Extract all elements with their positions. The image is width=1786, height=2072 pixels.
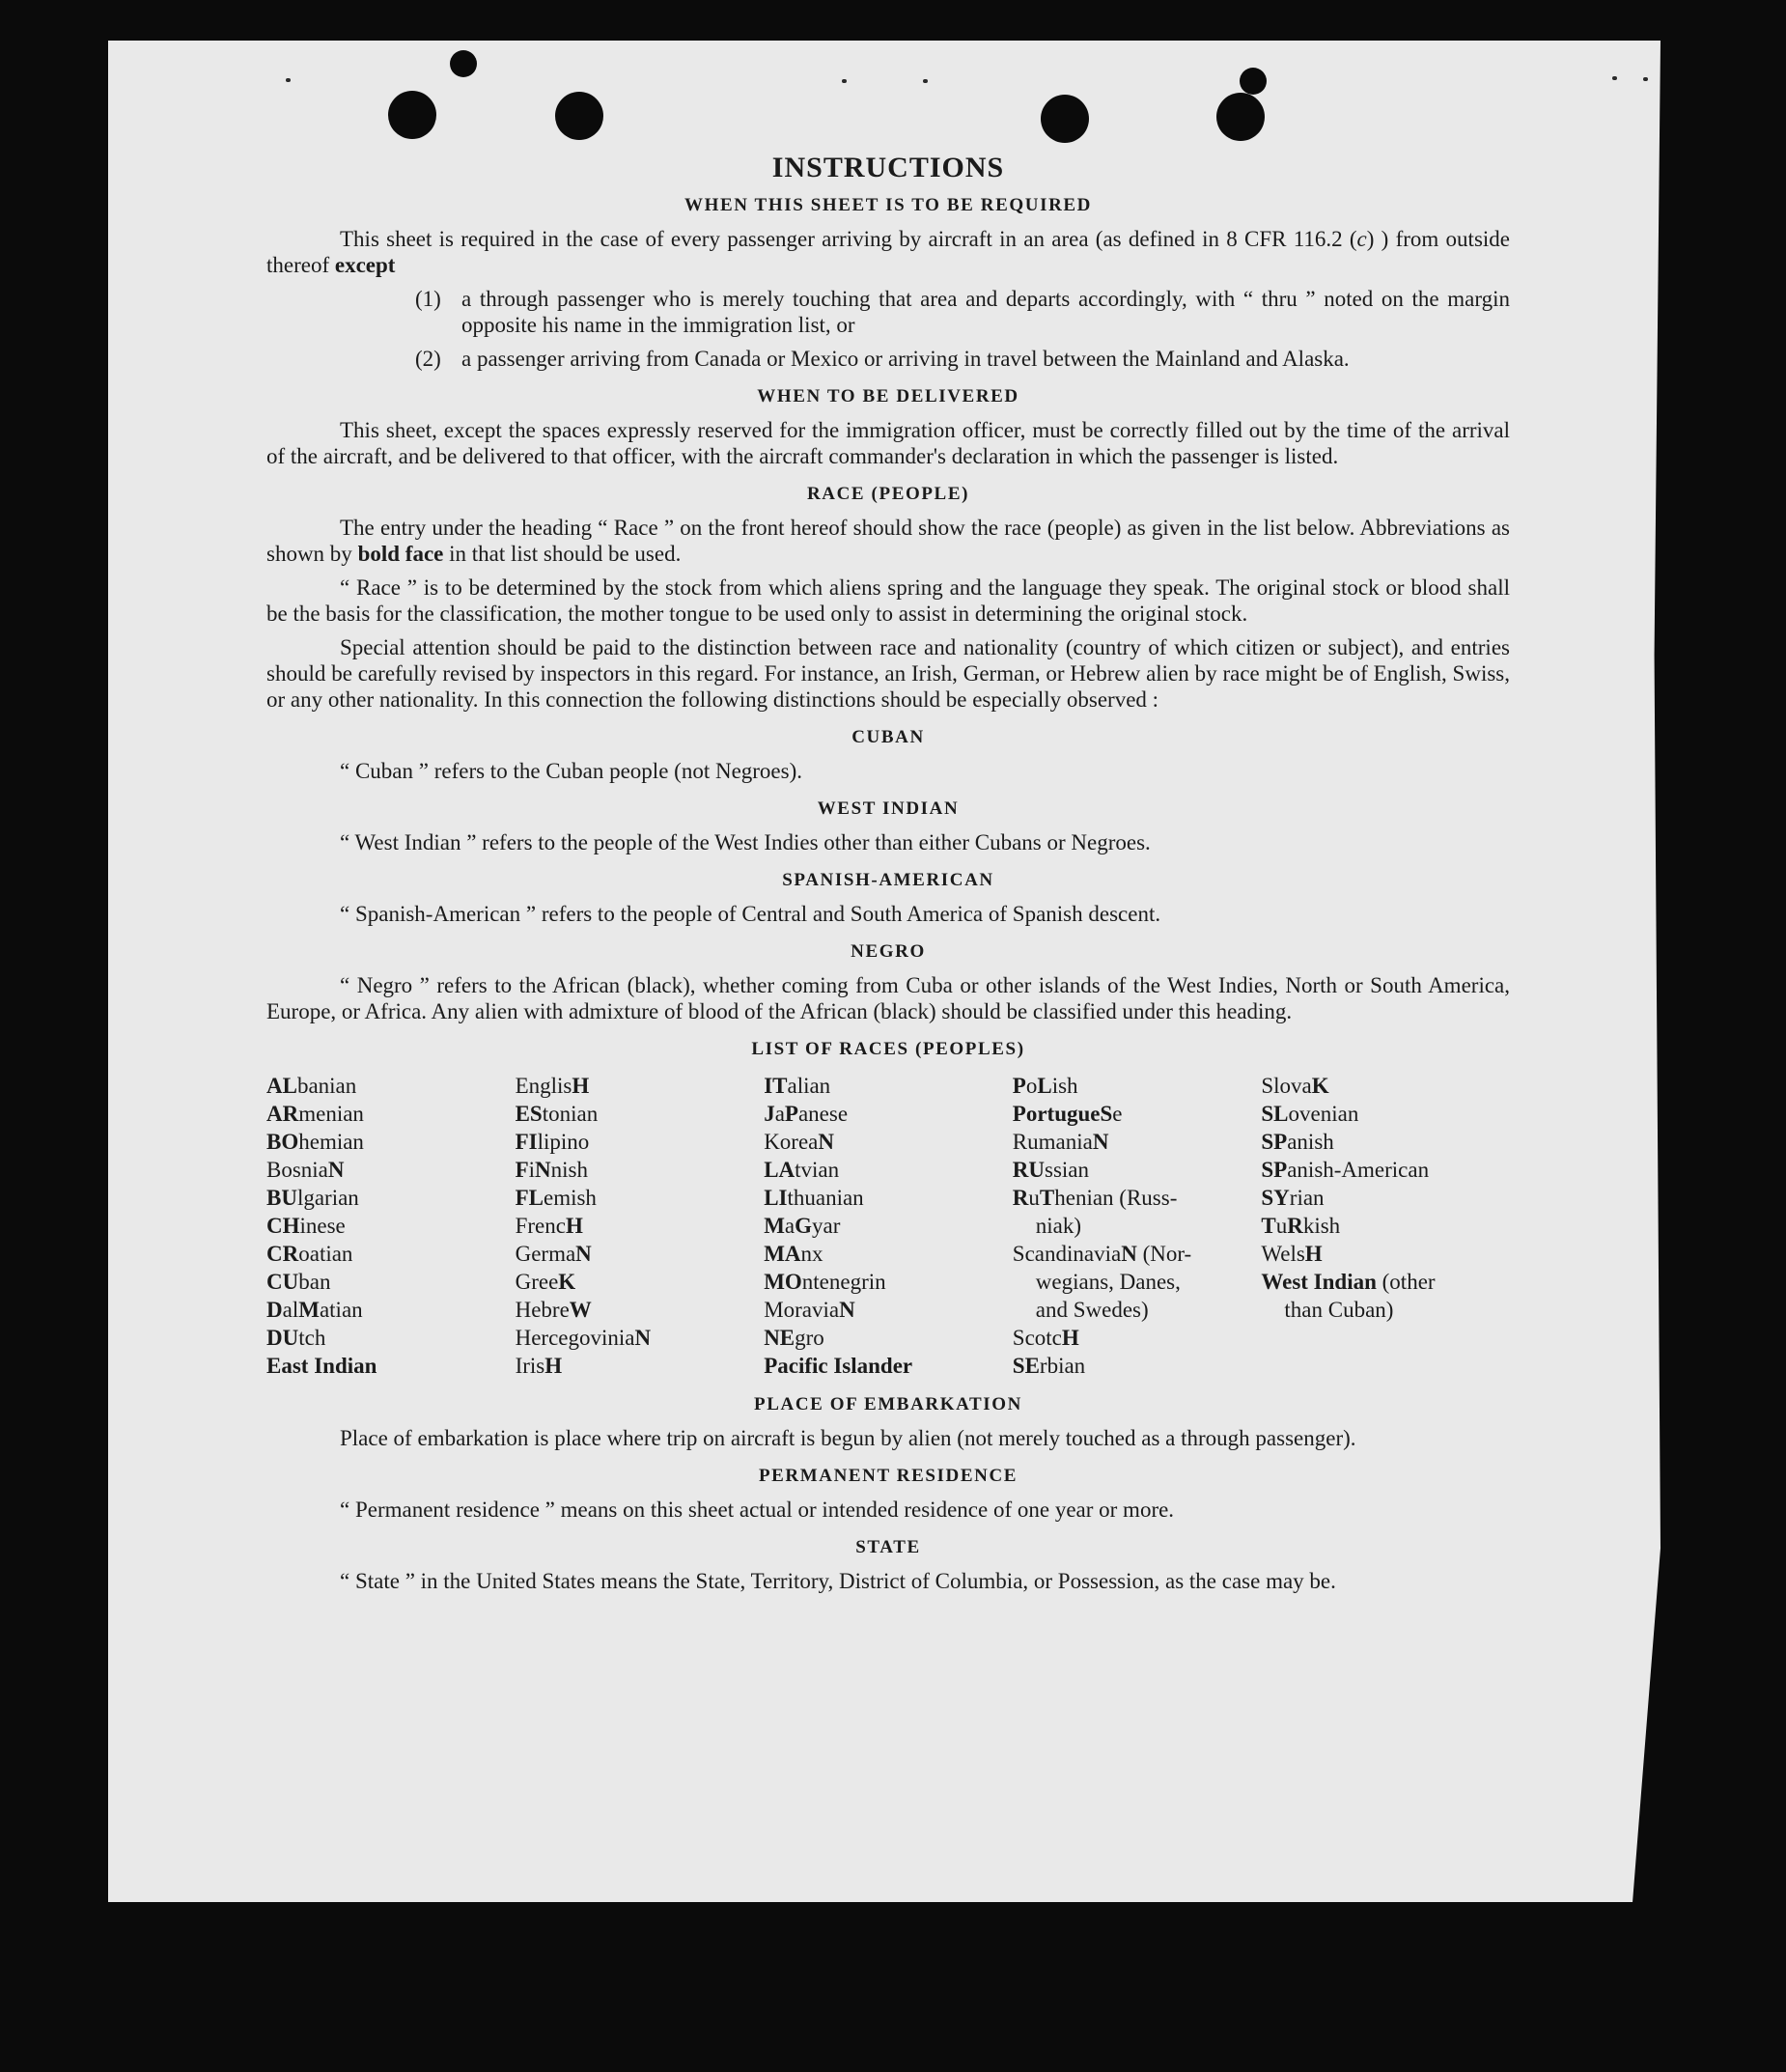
race-text: alian xyxy=(787,1074,831,1098)
race-text: DU xyxy=(266,1326,299,1350)
race-entry xyxy=(516,1212,765,1240)
race-entry xyxy=(1013,1296,1262,1324)
race-text: Frenc xyxy=(515,1214,566,1238)
races-table xyxy=(266,1072,1510,1380)
speck xyxy=(923,79,928,83)
race-text: (other xyxy=(1376,1270,1436,1294)
race-text: anish-American xyxy=(1287,1158,1430,1182)
race-text: Germa xyxy=(515,1242,576,1266)
race-text: SY xyxy=(1261,1186,1290,1210)
race-entry xyxy=(516,1072,765,1100)
race-text: anese xyxy=(797,1102,849,1126)
race-entry xyxy=(764,1352,1013,1380)
race-entry xyxy=(266,1240,516,1268)
race-text: nish xyxy=(550,1158,589,1182)
race-text: H xyxy=(565,1214,583,1238)
race-text: N xyxy=(1121,1242,1137,1266)
race-text: lipino xyxy=(537,1130,590,1154)
race-entry xyxy=(764,1100,1013,1128)
race-entry xyxy=(516,1156,765,1184)
race-entry xyxy=(266,1072,516,1100)
race-entry xyxy=(266,1324,516,1352)
race-entry xyxy=(266,1352,516,1380)
paragraph: “ Race ” is to be determined by the stock from which aliens spring and the language they speak. The original stock or blood shall be the basis for the classification, the mother tongue to be used only to assist in determining the original stock. xyxy=(266,575,1510,626)
race-entry xyxy=(764,1128,1013,1156)
section-heading: PLACE OF EMBARKATION xyxy=(754,1394,1022,1414)
list-item: (2) a passenger arriving from Canada or Mexico or arriving in travel between the Mainland and Alaska. xyxy=(415,347,1350,371)
race-text: CU xyxy=(266,1270,299,1294)
paragraph: The entry under the heading “ Race ” on the front hereof should show the race (people) as given in the list below. Abbreviations as shown by bold face in that list should be used. xyxy=(266,516,1510,566)
section-heading: CUBAN xyxy=(851,727,925,747)
race-entry xyxy=(1013,1128,1262,1156)
section-heading: STATE xyxy=(855,1537,921,1557)
race-text: anish xyxy=(1287,1130,1334,1154)
race-entry xyxy=(764,1072,1013,1100)
race-text: H xyxy=(1304,1242,1323,1266)
race-text: u xyxy=(1028,1186,1040,1210)
paragraph: “ Spanish-American ” refers to the people of Central and South America of Spanish descent. xyxy=(340,902,1161,926)
paragraph: This sheet, except the spaces expressly reserved for the immigration officer, must be correctly filled out by the time of the arrival of the aircraft, and be delivered to that officer, with the aircraft commander's declaration in which the passenger is listed. xyxy=(266,418,1510,468)
race-entry xyxy=(1013,1268,1262,1296)
race-text: SL xyxy=(1261,1102,1289,1126)
race-text: ssian xyxy=(1045,1158,1090,1182)
race-entry xyxy=(516,1324,765,1352)
race-text: thuanian xyxy=(787,1186,864,1210)
race-entry xyxy=(266,1184,516,1212)
race-entry xyxy=(1013,1100,1262,1128)
race-entry xyxy=(1261,1072,1510,1100)
race-text: AR xyxy=(266,1102,299,1126)
section-heading: RACE (PEOPLE) xyxy=(806,484,970,504)
race-text: Moravia xyxy=(764,1298,840,1322)
race-text: LI xyxy=(764,1186,788,1210)
races-column xyxy=(764,1072,1013,1380)
race-text: T xyxy=(1261,1214,1276,1238)
race-entry xyxy=(266,1128,516,1156)
paragraph: “ Cuban ” refers to the Cuban people (not Negroes). xyxy=(340,759,803,783)
race-text: IT xyxy=(764,1074,788,1098)
race-entry xyxy=(764,1184,1013,1212)
speck xyxy=(286,78,291,82)
page-title: INSTRUCTIONS xyxy=(771,152,1005,183)
race-text: i xyxy=(528,1158,536,1182)
race-entry xyxy=(516,1184,765,1212)
race-entry xyxy=(1261,1240,1510,1268)
race-text: N xyxy=(1092,1130,1109,1154)
race-entry xyxy=(516,1352,765,1380)
race-text: Scandinavia xyxy=(1012,1242,1122,1266)
race-text: N xyxy=(634,1326,652,1350)
race-text: al xyxy=(282,1298,299,1322)
race-text: henian (Russ- xyxy=(1054,1186,1178,1210)
punch-hole xyxy=(1041,95,1089,143)
race-text: Hebre xyxy=(515,1298,570,1322)
race-text: gro xyxy=(795,1326,824,1350)
race-text: o xyxy=(1025,1074,1038,1098)
speck xyxy=(1643,77,1648,81)
races-column xyxy=(266,1072,516,1380)
race-text: FL xyxy=(515,1186,544,1210)
race-text: e xyxy=(1112,1102,1123,1126)
race-text: Rumania xyxy=(1012,1130,1093,1154)
race-text: Englis xyxy=(515,1074,572,1098)
race-entry xyxy=(266,1296,516,1324)
race-text: FI xyxy=(515,1130,538,1154)
race-text: P xyxy=(784,1102,798,1126)
race-entry xyxy=(1013,1324,1262,1352)
race-text: inese xyxy=(299,1214,346,1238)
race-text: rian xyxy=(1289,1186,1325,1210)
race-text: P xyxy=(1012,1074,1026,1098)
paragraph: “ Permanent residence ” means on this sheet actual or intended residence of one year or more. xyxy=(340,1498,1175,1522)
race-entry xyxy=(516,1100,765,1128)
race-text: MO xyxy=(764,1270,802,1294)
punch-hole xyxy=(1240,68,1267,95)
race-entry xyxy=(266,1156,516,1184)
race-text: BU xyxy=(266,1186,297,1210)
punch-hole xyxy=(388,91,436,139)
paragraph: This sheet is required in the case of every passenger arriving by aircraft in an area (as defined in 8 CFR 116.2 (c) ) from outside thereof except xyxy=(266,227,1510,277)
race-text: Hercegovinia xyxy=(515,1326,635,1350)
race-text: oatian xyxy=(298,1242,353,1266)
race-text: SP xyxy=(1261,1158,1288,1182)
race-text: nx xyxy=(800,1242,823,1266)
race-text: SP xyxy=(1261,1130,1288,1154)
race-entry xyxy=(266,1100,516,1128)
race-text: lgarian xyxy=(296,1186,359,1210)
race-text: AL xyxy=(266,1074,297,1098)
races-column xyxy=(1261,1072,1510,1380)
race-text: M xyxy=(764,1214,785,1238)
section-heading: WHEN TO BE DELIVERED xyxy=(757,386,1019,406)
race-text: K xyxy=(558,1270,576,1294)
race-entry xyxy=(764,1324,1013,1352)
race-text: RU xyxy=(1012,1158,1046,1182)
race-text: N xyxy=(839,1298,855,1322)
race-text: (Nor- xyxy=(1136,1242,1192,1266)
race-text: and Swedes) xyxy=(1035,1298,1149,1322)
section-heading: NEGRO xyxy=(851,941,926,962)
race-text: R xyxy=(1287,1214,1303,1238)
section-heading: SPANISH-AMERICAN xyxy=(782,870,994,890)
race-text: F xyxy=(515,1158,529,1182)
race-entry xyxy=(516,1268,765,1296)
race-text: Korea xyxy=(764,1130,819,1154)
race-text: CR xyxy=(266,1242,299,1266)
race-text: LA xyxy=(764,1158,795,1182)
race-text: kish xyxy=(1302,1214,1341,1238)
paragraph: Place of embarkation is place where trip on aircraft is begun by alien (not merely touched as a through passenger). xyxy=(340,1426,1356,1450)
punch-hole xyxy=(555,92,603,140)
race-text: a xyxy=(774,1102,785,1126)
race-text: East Indian xyxy=(266,1354,377,1378)
section-heading: WHEN THIS SHEET IS TO BE REQUIRED xyxy=(684,195,1093,215)
paragraph: “ State ” in the United States means the State, Territory, District of Columbia, or Possession, as the case may be. xyxy=(340,1569,1336,1593)
races-column xyxy=(1013,1072,1262,1380)
race-text: Portugue xyxy=(1012,1102,1101,1126)
race-entry xyxy=(764,1240,1013,1268)
race-entry xyxy=(1013,1240,1262,1268)
race-entry xyxy=(764,1296,1013,1324)
race-entry xyxy=(1261,1212,1510,1240)
race-text: SE xyxy=(1012,1354,1040,1378)
race-text: M xyxy=(298,1298,320,1322)
race-text: H xyxy=(544,1354,563,1378)
race-entry xyxy=(516,1296,765,1324)
race-text: S xyxy=(1100,1102,1113,1126)
race-text: R xyxy=(1012,1186,1029,1210)
race-entry xyxy=(516,1240,765,1268)
race-text: menian xyxy=(298,1102,364,1126)
race-entry xyxy=(1261,1100,1510,1128)
race-entry xyxy=(1013,1156,1262,1184)
race-entry xyxy=(1261,1268,1510,1296)
paragraph: “ West Indian ” refers to the people of the West Indies other than either Cubans or Negroes. xyxy=(340,830,1151,854)
race-text: rbian xyxy=(1039,1354,1086,1378)
race-entry xyxy=(1261,1156,1510,1184)
race-text: tch xyxy=(298,1326,326,1350)
race-text: Wels xyxy=(1261,1242,1305,1266)
race-text: emish xyxy=(543,1186,597,1210)
punch-hole xyxy=(1216,93,1265,141)
instructions-content xyxy=(266,154,1510,1602)
speck xyxy=(842,79,847,83)
race-text: N xyxy=(535,1158,551,1182)
section-heading: PERMANENT RESIDENCE xyxy=(758,1466,1019,1486)
race-text: hemian xyxy=(298,1130,364,1154)
race-text: H xyxy=(572,1074,590,1098)
race-text: ntenegrin xyxy=(801,1270,886,1294)
section-heading: WEST INDIAN xyxy=(817,798,960,819)
race-entry xyxy=(1261,1296,1510,1324)
race-text: banian xyxy=(296,1074,357,1098)
race-text: L xyxy=(1037,1074,1052,1098)
race-text: N xyxy=(575,1242,592,1266)
race-entry xyxy=(764,1156,1013,1184)
race-entry xyxy=(1261,1128,1510,1156)
race-text: N xyxy=(818,1130,834,1154)
race-text: NE xyxy=(764,1326,795,1350)
race-entry xyxy=(764,1212,1013,1240)
race-text: West Indian xyxy=(1261,1270,1377,1294)
race-text: T xyxy=(1039,1186,1055,1210)
race-text: Scotc xyxy=(1012,1326,1062,1350)
paragraph: “ Negro ” refers to the African (black), whether coming from Cuba or other islands of the West Indies, North or South America, Europe, or Africa. Any alien with admixture of blood of the African (black) should be classified under this heading. xyxy=(266,973,1510,1023)
race-entry xyxy=(266,1268,516,1296)
race-entry xyxy=(1013,1184,1262,1212)
race-text: a xyxy=(784,1214,795,1238)
race-text: ish xyxy=(1051,1074,1078,1098)
race-text: Pacific Islander xyxy=(764,1354,913,1378)
speck xyxy=(1612,76,1617,80)
races-column xyxy=(516,1072,765,1380)
race-entry xyxy=(1261,1184,1510,1212)
race-entry xyxy=(764,1268,1013,1296)
race-text: D xyxy=(266,1298,283,1322)
punch-hole xyxy=(450,50,477,77)
race-text: ovenian xyxy=(1288,1102,1359,1126)
race-text: yar xyxy=(812,1214,841,1238)
race-text: W xyxy=(569,1298,592,1322)
race-text: tvian xyxy=(795,1158,840,1182)
race-entry xyxy=(1013,1212,1262,1240)
race-entry xyxy=(516,1128,765,1156)
race-text: CH xyxy=(266,1214,300,1238)
race-text: u xyxy=(1275,1214,1288,1238)
race-text: N xyxy=(327,1158,345,1182)
race-text: MA xyxy=(764,1242,801,1266)
list-item: (1) a through passenger who is merely touching that area and departs accordingly, with “ thru ” noted on the margin opposite his name in the immigration list, or xyxy=(415,287,1510,337)
race-text: Gree xyxy=(515,1270,559,1294)
race-text: Bosnia xyxy=(266,1158,328,1182)
race-text: G xyxy=(795,1214,813,1238)
race-text: BO xyxy=(266,1130,299,1154)
race-text: niak) xyxy=(1035,1214,1082,1238)
race-text: wegians, Danes, xyxy=(1035,1270,1181,1294)
race-entry xyxy=(1013,1352,1262,1380)
paragraph: Special attention should be paid to the distinction between race and nationality (country of which citizen or subject), and entries should be carefully revised by inspectors in this regard. For instance, an Irish, German, or Hebrew alien by race might be of English, Swiss, or any other nationality. In this connection the following distinctions should be especially observed : xyxy=(266,635,1510,712)
race-entry xyxy=(1013,1072,1262,1100)
race-text: J xyxy=(764,1102,775,1126)
race-text: atian xyxy=(319,1298,363,1322)
race-text: Slova xyxy=(1261,1074,1312,1098)
race-entry xyxy=(266,1212,516,1240)
race-text: than Cuban) xyxy=(1284,1298,1394,1322)
race-text: Iris xyxy=(515,1354,545,1378)
section-heading: LIST OF RACES (PEOPLES) xyxy=(751,1039,1025,1059)
race-text: ES xyxy=(515,1102,543,1126)
race-text: tonian xyxy=(542,1102,599,1126)
race-text: ban xyxy=(298,1270,331,1294)
race-text: K xyxy=(1311,1074,1329,1098)
race-text: H xyxy=(1061,1326,1079,1350)
